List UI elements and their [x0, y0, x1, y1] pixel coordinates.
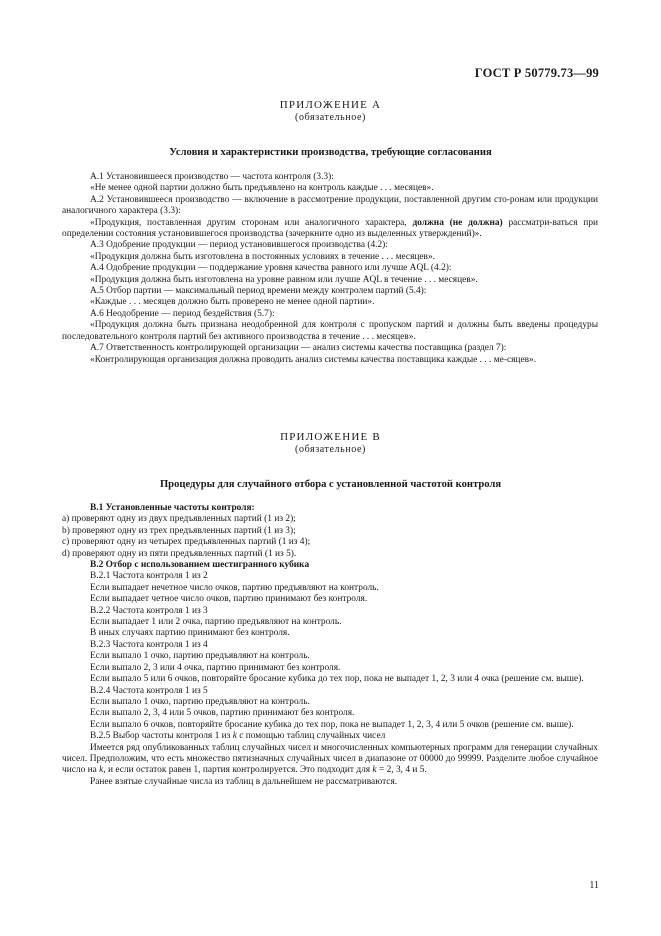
- paragraph: В.2.4 Частота контроля 1 из 5: [90, 685, 208, 696]
- section-heading: В.2 Отбор с использованием шестигранного кубика: [90, 560, 310, 571]
- text-span: В.2.5 Выбор частоты контроля 1 из: [90, 731, 231, 742]
- paragraph: «Не менее одной партии должно быть предъявлено на контроль каждые . . . месяцев».: [90, 183, 434, 194]
- text-span: Имеется ряд опубликованных таблиц случайных чисел и многочисленных компьютерных программ для генерации случайных чисел. Предположим, что есть множество пятизначных случайных чисел в диапазоне от 00000 до 99999. Разделите любое случайное число на: [62, 742, 598, 776]
- paragraph: «Продукция должна быть признана неодобренной для контроля с пропуском партий и должны быть введены процедуры последовательного контроля партий без активного производства в течение . . . месяцев».: [62, 320, 598, 342]
- standard-number: ГОСТ Р 50779.73—99: [474, 66, 599, 80]
- paragraph: А.5 Отбор партии — максимальный период времени между контролем партий (5.4):: [90, 286, 427, 297]
- appendix-a-body: [62, 172, 598, 366]
- list-item: b) проверяют одну из трех предъявленных партий (1 из 3);: [62, 525, 296, 536]
- variable-k: k: [372, 765, 377, 776]
- paragraph: А.2 Установившееся производство — включение в рассмотрение продукции, поставленной другим сто-ронам или продукции аналогичного характера (3.3):: [62, 194, 598, 217]
- appendix-b-title: ПРИЛОЖЕНИЕ В: [280, 431, 381, 443]
- paragraph: Если выпало 5 или 6 очков, повторяйте бросание кубика до тех пор, пока не выпадет 1, 2, 3 или 4 очка (решение см. выше).: [90, 674, 584, 685]
- paragraph: Если выпадает четное число очков, партию принимают без контроля.: [90, 594, 368, 605]
- paragraph: [62, 218, 598, 241]
- paragraph: В иных случаях партию принимают без контроля.: [90, 628, 290, 639]
- paragraph: Если выпало 6 очков, повторяйте бросание кубика до тех пор, пока не выпадет 1, 2, 3, 4 или 5 очков (решение см. выше).: [90, 719, 574, 730]
- paragraph: А.1 Установившееся производство — частота контроля (3.3):: [90, 172, 334, 182]
- paragraph: А.4 Одобрение продукции — поддержание уровня качества равного или лучше AQL (4.2):: [90, 263, 452, 274]
- list-item: d) проверяют одну из пяти предъявленных партий (1 из 5).: [62, 548, 297, 559]
- paragraph: Если выпало 1 очко, партию предъявляют на контроль.: [90, 651, 310, 662]
- text-span: с помощью таблиц случайных чисел: [239, 731, 386, 742]
- paragraph: Если выпадает нечетное число очков, партию предъявляют на контроль.: [90, 582, 379, 593]
- paragraph: «Контролирующая организация должна проводить анализ системы качества поставщика каждые . . . ме-сяцев».: [90, 354, 537, 365]
- paragraph: «Продукция должна быть изготовлена в постоянных условиях в течение . . . месяцев».: [90, 251, 436, 262]
- text-span: = 2, 3, 4 и 5.: [378, 765, 427, 776]
- text-span: «Продукция, поставленная другим сторонам или аналогичного характера,: [90, 217, 407, 228]
- paragraph: [62, 731, 598, 742]
- emphasis-text: должна (не должна): [412, 217, 503, 228]
- paragraph: В.2.3 Частота контроля 1 из 4: [90, 639, 208, 650]
- paragraph: А.7 Ответственность контролирующей организации — анализ системы качества поставщика (раздел 7):: [90, 343, 507, 354]
- list-item: a) проверяют одну из двух предъявленных партий (1 из 2);: [62, 514, 296, 525]
- paragraph: А.6 Неодобрение — период бездействия (5.7):: [90, 308, 275, 319]
- paragraph: В.2.2 Частота контроля 1 из 3: [90, 605, 208, 616]
- appendix-b-heading: Процедуры для случайного отбора с установленной частотой контроля: [159, 479, 502, 490]
- paragraph: Если выпало 2, 3 или 4 очка, партию принимают без контроля.: [90, 662, 341, 673]
- text-span: рассматри-ваться при определении состояния установившегося производства (зачеркните одно из выделенных утверждений)».: [62, 217, 599, 240]
- appendix-b-status: (обязательное): [295, 444, 366, 455]
- appendix-b-body: [62, 503, 598, 788]
- paragraph: Если выпадает 1 или 2 очка, партию предъявляют на контроль.: [90, 617, 342, 628]
- list-item: c) проверяют одну из четырех предъявленных партий (1 из 4);: [62, 537, 311, 548]
- paragraph: Если выпало 1 очко, партию предъявляют на контроль.: [90, 696, 310, 707]
- paragraph: А.3 Одобрение продукции — период установившегося производства (4.2):: [90, 240, 388, 251]
- appendix-a-heading: Условия и характеристики производства, требующие согласования: [169, 147, 492, 158]
- appendix-a-status: (обязательное): [295, 112, 366, 123]
- page-number: 11: [589, 880, 599, 891]
- variable-k: k: [99, 765, 104, 776]
- paragraph: «Продукция должна быть изготовлена на уровне равном или лучше AQL в течение . . . месяцев».: [90, 274, 478, 285]
- paragraph: Если выпало 2, 3, 4 или 5 очков, партию принимают без контроля.: [90, 708, 355, 719]
- paragraph: В.2.1 Частота контроля 1 из 2: [90, 571, 208, 582]
- paragraph: «Каждые . . . месяцев должно быть проверено не менее одной партии».: [90, 297, 375, 308]
- text-span: , и если остаток равен 1, партия контролируется. Это подходит для: [103, 765, 371, 776]
- paragraph: [62, 743, 598, 777]
- appendix-a-title: ПРИЛОЖЕНИЕ А: [279, 99, 382, 111]
- paragraph: Ранее взятые случайные числа из таблиц в дальнейшем не рассматриваются.: [90, 776, 398, 787]
- section-heading: В.1 Установленные частоты контроля:: [90, 503, 255, 513]
- variable-k: k: [232, 731, 237, 742]
